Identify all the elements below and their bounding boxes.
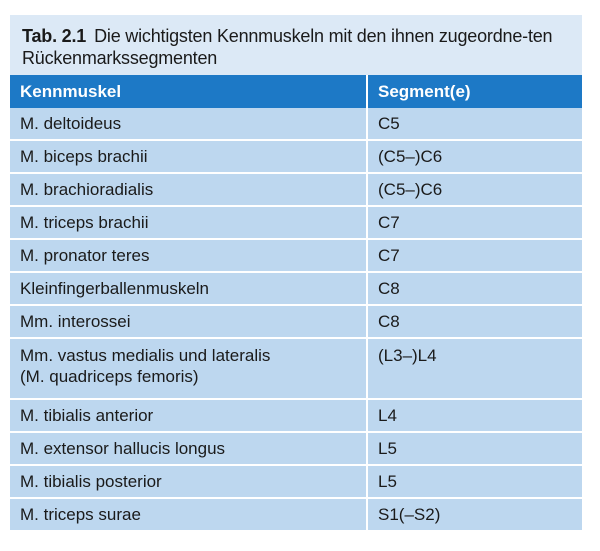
segment-cell: L5 <box>367 432 582 465</box>
header-segment: Segment(e) <box>367 75 582 108</box>
table-container <box>10 15 582 530</box>
muscle-name: M. triceps brachii <box>20 213 149 232</box>
segment-cell: S1(–S2) <box>367 498 582 530</box>
table-row <box>10 272 582 305</box>
segment-cell: (L3–)L4 <box>367 338 582 399</box>
table-row <box>10 432 582 465</box>
muscle-name: Mm. interossei <box>20 312 131 331</box>
muscle-cell <box>10 338 367 399</box>
muscle-cell <box>10 108 367 140</box>
table-row <box>10 465 582 498</box>
muscle-name: Kleinfingerballenmuskeln <box>20 279 210 298</box>
muscle-name: M. brachioradialis <box>20 180 154 199</box>
muscle-cell <box>10 399 367 432</box>
table-row <box>10 173 582 206</box>
segment-cell: (C5–)C6 <box>367 140 582 173</box>
muscle-cell <box>10 206 367 239</box>
table-number: Tab. 2.1 <box>22 26 87 46</box>
muscle-name: Mm. vastus medialis und lateralis <box>20 346 271 365</box>
table-title: Die wichtigsten Kennmuskeln mit den ihnen zugeordne-ten Rückenmarkssegmenten <box>22 26 553 68</box>
muscle-name: M. triceps surae <box>20 505 141 524</box>
segment-cell: (C5–)C6 <box>367 173 582 206</box>
segment-cell: C7 <box>367 206 582 239</box>
table-row <box>10 305 582 338</box>
table-caption <box>10 15 582 75</box>
header-row <box>10 75 582 108</box>
muscle-name: M. deltoideus <box>20 114 122 133</box>
table-row <box>10 140 582 173</box>
muscle-cell <box>10 432 367 465</box>
muscle-cell <box>10 465 367 498</box>
muscle-cell <box>10 498 367 530</box>
segment-cell: C8 <box>367 305 582 338</box>
segment-cell: C8 <box>367 272 582 305</box>
table-row <box>10 239 582 272</box>
table-row <box>10 206 582 239</box>
muscle-cell <box>10 140 367 173</box>
muscle-name: M. pronator teres <box>20 246 150 265</box>
segment-cell: L4 <box>367 399 582 432</box>
segment-cell: C7 <box>367 239 582 272</box>
segment-cell: C5 <box>367 108 582 140</box>
segment-cell: L5 <box>367 465 582 498</box>
muscle-cell <box>10 239 367 272</box>
muscle-name: M. biceps brachii <box>20 147 148 166</box>
table-row <box>10 108 582 140</box>
muscle-name-line2: (M. quadriceps femoris) <box>20 367 199 386</box>
table-row <box>10 399 582 432</box>
muscle-cell <box>10 272 367 305</box>
table-row <box>10 338 582 399</box>
table-row <box>10 498 582 530</box>
muscle-cell <box>10 173 367 206</box>
header-kennmuskel: Kennmuskel <box>10 75 367 108</box>
muscle-cell <box>10 305 367 338</box>
muscle-name: M. extensor hallucis longus <box>20 439 226 458</box>
muscle-name: M. tibialis posterior <box>20 472 162 491</box>
muscle-segment-table <box>10 75 582 530</box>
muscle-name: M. tibialis anterior <box>20 406 154 425</box>
